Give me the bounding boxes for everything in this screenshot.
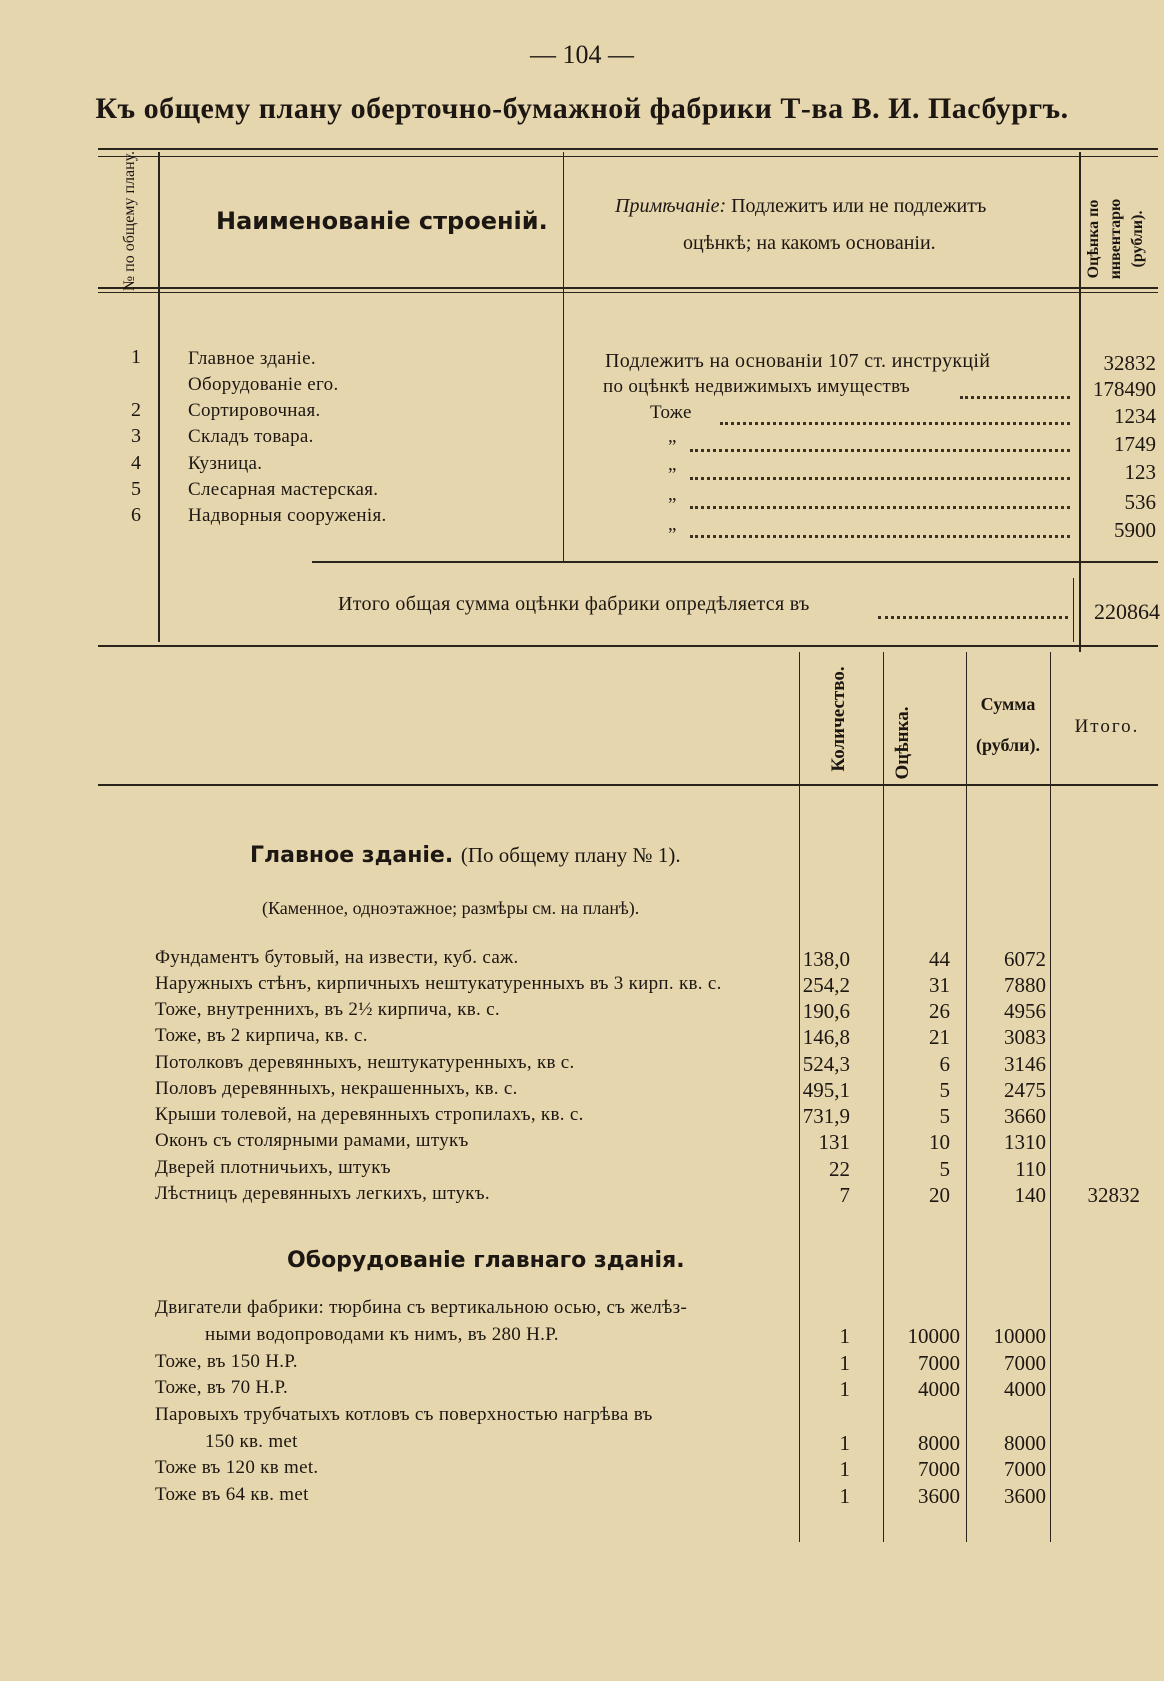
building-value: 1749 — [1114, 432, 1156, 456]
item-name: Паровыхъ трубчатыхъ котловъ съ поверхностью нагрѣва въ — [155, 1404, 653, 1425]
header-note-italic: Примѣчаніе: — [615, 195, 727, 217]
item-sum: 7000 — [1004, 1351, 1046, 1375]
section-title-main-building — [250, 843, 681, 868]
row-number: 3 — [131, 425, 141, 447]
page-title: Къ общему плану оберточно-бумажной фабрики Т-ва В. И. Пасбургъ. — [95, 92, 1069, 125]
row-number: 5 — [131, 478, 141, 500]
item-quantity: 1 — [839, 1457, 850, 1481]
total-value: 220864 — [1094, 599, 1160, 624]
item-total: 32832 — [1087, 1183, 1140, 1207]
item-rate: 10 — [929, 1130, 950, 1154]
building-name: Надворныя сооруженія. — [188, 505, 387, 526]
header-plan-number: № по общему плану. — [121, 150, 138, 292]
item-rate: 4000 — [918, 1377, 960, 1401]
item-quantity: 254,2 — [802, 973, 850, 997]
item-name: Тоже, въ 150 Н.Р. — [155, 1351, 298, 1372]
building-value: 536 — [1124, 490, 1156, 514]
item-sum: 2475 — [1004, 1078, 1046, 1102]
item-name: Тоже, внутреннихъ, въ 2½ кирпича, кв. с. — [155, 999, 500, 1020]
building-name: Кузница. — [188, 453, 263, 474]
row-number: 4 — [131, 452, 141, 474]
item-sum: 7000 — [1004, 1457, 1046, 1481]
building-value: 178490 — [1093, 377, 1156, 401]
item-name-continued: ными водопроводами къ нимъ, въ 280 Н.Р. — [205, 1324, 559, 1345]
building-note: Подлежитъ на основаніи 107 ст. инструкцій — [605, 350, 991, 372]
building-value: 32832 — [1103, 351, 1156, 375]
building-note: по оцѣнкѣ недвижимыхъ имуществъ — [603, 376, 911, 397]
item-name: Оконъ съ столярными рамами, штукъ — [155, 1130, 469, 1151]
item-name: Наружныхъ стѣнъ, кирпичныхъ нештукатуренныхъ въ 3 кирп. кв. с. — [155, 973, 722, 994]
item-name-continued: 150 кв. met — [205, 1431, 298, 1452]
item-rate: 5 — [939, 1078, 950, 1102]
item-rate: 21 — [929, 1025, 950, 1049]
item-sum: 1310 — [1004, 1130, 1046, 1154]
header-total: Итого. — [1074, 716, 1140, 737]
item-sum: 10000 — [993, 1324, 1046, 1348]
building-note: „ — [668, 454, 677, 475]
building-name: Слесарная мастерская. — [188, 479, 379, 500]
item-sum: 3083 — [1004, 1025, 1046, 1049]
building-name: Складъ товара. — [188, 426, 314, 447]
item-quantity: 1 — [839, 1431, 850, 1455]
item-rate: 6 — [939, 1052, 950, 1076]
item-quantity: 131 — [818, 1130, 850, 1154]
header-quantity: Количество. — [828, 666, 849, 772]
item-sum: 4956 — [1004, 999, 1046, 1023]
item-quantity: 495,1 — [802, 1078, 850, 1102]
item-name: Тоже, въ 2 кирпича, кв. с. — [155, 1025, 368, 1046]
item-sum: 140 — [1014, 1183, 1046, 1207]
item-quantity: 22 — [829, 1157, 850, 1181]
building-value: 123 — [1124, 460, 1156, 484]
item-name: Двигатели фабрики: тюрбина съ вертикальною осью, съ желѣз- — [155, 1297, 688, 1318]
item-quantity: 146,8 — [802, 1025, 850, 1049]
item-name: Фундаментъ бутовый, на извести, куб. саж. — [155, 947, 519, 968]
building-note: „ — [668, 426, 677, 447]
row-number: 6 — [131, 504, 141, 526]
item-name: Тоже въ 120 кв met. — [155, 1457, 319, 1478]
page-number: — 104 — — [530, 40, 634, 69]
item-rate: 5 — [939, 1157, 950, 1181]
building-value: 1234 — [1114, 404, 1156, 428]
item-quantity: 190,6 — [802, 999, 850, 1023]
item-sum: 6072 — [1004, 947, 1046, 971]
building-note: „ — [668, 484, 677, 505]
item-quantity: 524,3 — [802, 1052, 850, 1076]
section-title: Главное зданіе. — [250, 843, 454, 868]
header-sum-unit: (рубли). — [975, 735, 1041, 755]
item-rate: 5 — [939, 1104, 950, 1128]
header-note-line2: оцѣнкѣ; на какомъ основаніи. — [683, 232, 936, 254]
item-rate: 44 — [929, 947, 950, 971]
header-sum: Сумма — [980, 694, 1036, 714]
item-sum: 3660 — [1004, 1104, 1046, 1128]
item-name: Тоже въ 64 кв. met — [155, 1484, 309, 1505]
item-quantity: 1 — [839, 1324, 850, 1348]
item-quantity: 1 — [839, 1377, 850, 1401]
item-sum: 4000 — [1004, 1377, 1046, 1401]
item-name: Тоже, въ 70 Н.Р. — [155, 1377, 289, 1398]
item-quantity: 1 — [839, 1484, 850, 1508]
row-number: 2 — [131, 399, 141, 421]
item-rate: 31 — [929, 973, 950, 997]
item-quantity: 7 — [839, 1183, 850, 1207]
item-quantity: 731,9 — [802, 1104, 850, 1128]
item-sum: 7880 — [1004, 973, 1046, 997]
building-name: Главное зданіе. — [188, 348, 316, 369]
item-name: Потолковъ деревянныхъ, нештукатуренныхъ, кв с. — [155, 1052, 575, 1073]
total-label: Итого общая сумма оцѣнки фабрики опредѣляется въ — [338, 593, 810, 615]
header-note-text: Подлежитъ или не подлежитъ — [731, 195, 987, 217]
item-sum: 8000 — [1004, 1431, 1046, 1455]
item-name: Крыши толевой, на деревянныхъ стропилахъ, кв. с. — [155, 1104, 584, 1125]
item-rate: 7000 — [918, 1351, 960, 1375]
building-name: Оборудованіе его. — [188, 374, 339, 395]
item-rate: 10000 — [907, 1324, 960, 1348]
header-building-name: Наименованіе строеній. — [216, 207, 548, 235]
item-name: Дверей плотничьихъ, штукъ — [155, 1157, 391, 1178]
item-rate: 3600 — [918, 1484, 960, 1508]
item-name: Половъ деревянныхъ, некрашенныхъ, кв. с. — [155, 1078, 518, 1099]
item-rate: 7000 — [918, 1457, 960, 1481]
item-sum: 110 — [1015, 1157, 1046, 1181]
section-title-equipment: Оборудованіе главнаго зданія. — [287, 1248, 685, 1273]
item-sum: 3146 — [1004, 1052, 1046, 1076]
header-note — [615, 195, 986, 218]
item-quantity: 1 — [839, 1351, 850, 1375]
section-title-note: (По общему плану № 1). — [460, 843, 681, 867]
header-rate: Оцѣнка. — [892, 706, 913, 780]
building-value: 5900 — [1114, 518, 1156, 542]
building-note: „ — [668, 514, 677, 535]
item-quantity: 138,0 — [802, 947, 850, 971]
item-name: Лѣстницъ деревянныхъ легкихъ, штукъ. — [155, 1183, 490, 1204]
building-name: Сортировочная. — [188, 400, 321, 421]
item-sum: 3600 — [1004, 1484, 1046, 1508]
header-valuation: Оцѣнка по инвентарю (рубли). — [1085, 198, 1146, 280]
building-note: Тоже — [650, 402, 692, 423]
item-rate: 26 — [929, 999, 950, 1023]
item-rate: 20 — [929, 1183, 950, 1207]
row-number: 1 — [131, 346, 141, 368]
item-rate: 8000 — [918, 1431, 960, 1455]
section-subtitle: (Каменное, одноэтажное; размѣры см. на планѣ). — [262, 898, 640, 918]
